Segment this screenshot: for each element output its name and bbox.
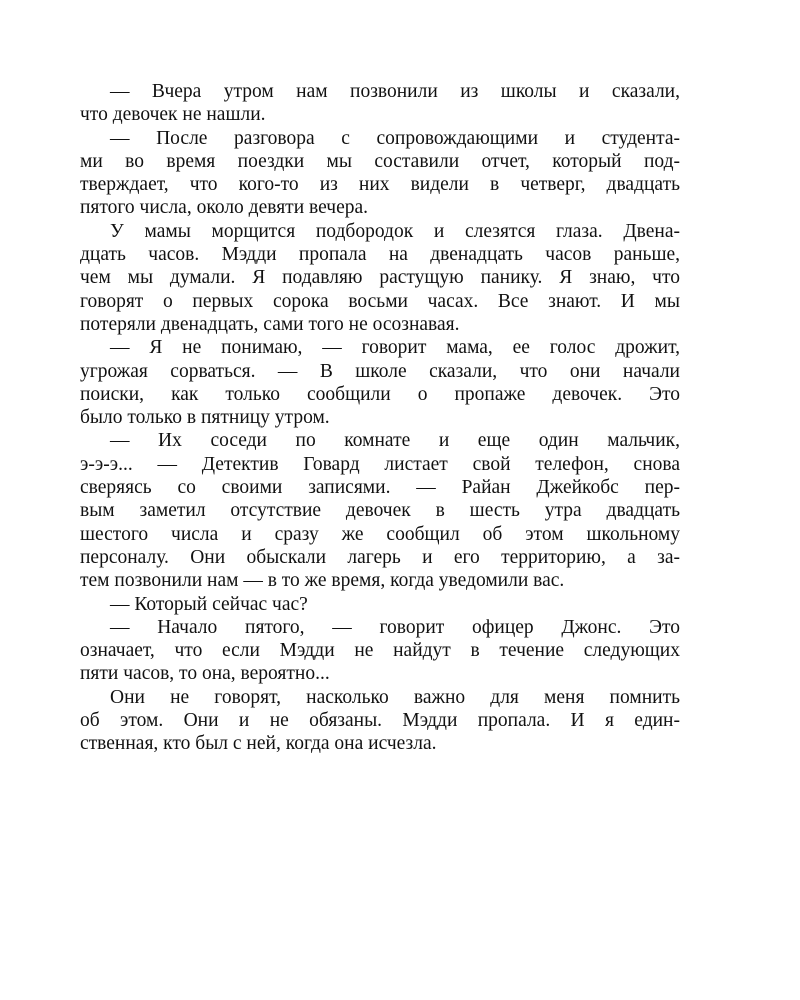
paragraph: [80, 686, 680, 756]
paragraph: [80, 336, 680, 429]
text-line: персоналу. Они обыскали лагерь и его территорию, а за-: [80, 546, 680, 568]
text-line: э-э-э... — Детектив Говард листает свой телефон, снова: [80, 453, 680, 475]
text-line: поиски, как только сообщили о пропаже девочек. Это: [80, 383, 680, 405]
text-line: означает, что если Мэдди не найдут в течение следующих: [80, 640, 680, 662]
text-line: ми во время поездки мы составили отчет, который под-: [80, 150, 680, 172]
text-line: тверждает, что кого-то из них видели в четверг, двадцать: [80, 174, 680, 196]
page-body: [80, 80, 680, 756]
paragraph: [80, 616, 680, 686]
paragraph: [80, 429, 680, 592]
paragraph: [80, 593, 680, 616]
text-line: об этом. Они и не обязаны. Мэдди пропала. И я един-: [80, 710, 680, 732]
text-line: — Я не понимаю, — говорит мама, ее голос дрожит,: [110, 337, 680, 359]
text-line: вым заметил отсутствие девочек в шесть утра двадцать: [80, 500, 680, 522]
text-line: пяти часов, то она, вероятно...: [80, 663, 330, 685]
paragraph: [80, 80, 680, 127]
text-line: потеряли двенадцать, сами того не осознавая.: [80, 313, 460, 335]
text-line: — Начало пятого, — говорит офицер Джонс. Это: [110, 616, 680, 638]
text-line: угрожая сорваться. — В школе сказали, что они начали: [80, 360, 680, 382]
paragraph: [80, 127, 680, 220]
text-line: — Вчера утром нам позвонили из школы и сказали,: [110, 81, 680, 102]
text-line: — Который сейчас час?: [110, 593, 308, 615]
text-line: дцать часов. Мэдди пропала на двенадцать часов раньше,: [80, 244, 680, 266]
text-line: говорят о первых сорока восьми часах. Все знают. И мы: [80, 290, 680, 312]
text-line: сверяясь со своими записями. — Райан Джейкобс пер-: [80, 477, 680, 499]
text-line: тем позвонили нам — в то же время, когда уведомили вас.: [80, 570, 565, 592]
paragraph: [80, 220, 680, 336]
text-line: шестого числа и сразу же сообщил об этом школьному: [80, 523, 680, 545]
text-line: что девочек не нашли.: [80, 104, 266, 126]
text-line: — Их соседи по комнате и еще один мальчик,: [110, 430, 680, 452]
text-line: чем мы думали. Я подавляю растущую панику. Я знаю, что: [80, 267, 680, 289]
text-line: У мамы морщится подбородок и слезятся глаза. Двена-: [110, 220, 680, 242]
text-line: было только в пятницу утром.: [80, 407, 330, 429]
text-line: Они не говорят, насколько важно для меня помнить: [110, 686, 680, 708]
text-line: ственная, кто был с ней, когда она исчезла.: [80, 733, 437, 755]
text-line: пятого числа, около девяти вечера.: [80, 197, 369, 219]
text-line: — После разговора с сопровождающими и студента-: [110, 127, 680, 149]
